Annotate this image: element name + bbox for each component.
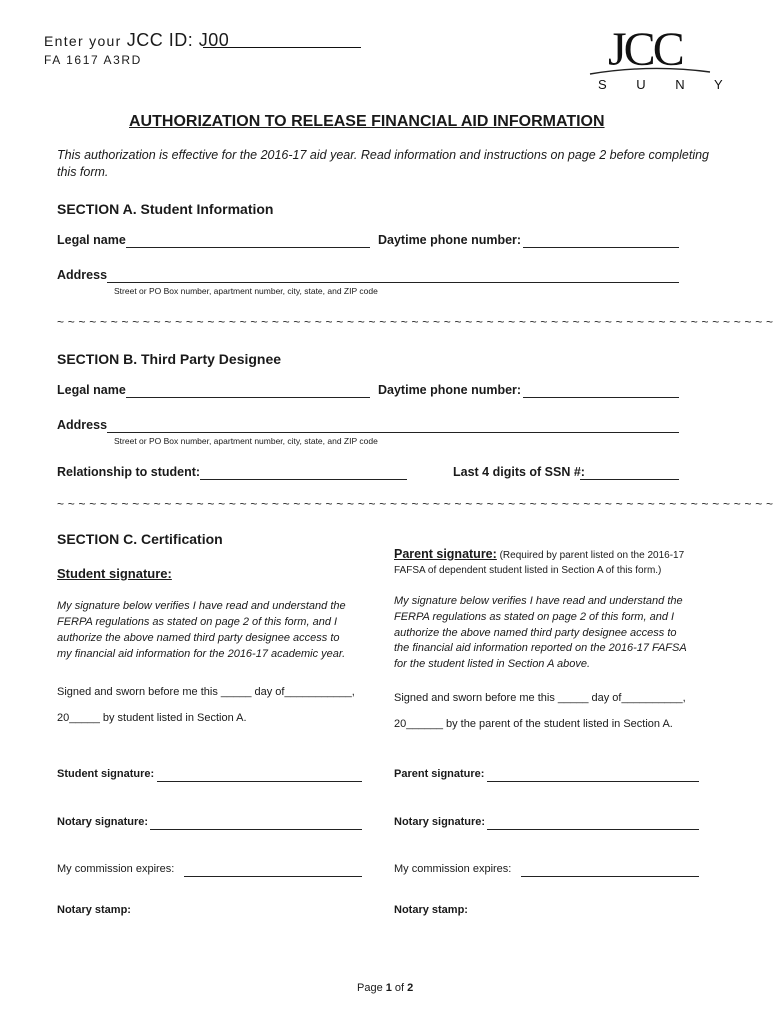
section-a-phone-field[interactable]: [523, 233, 679, 248]
ssn-field[interactable]: [580, 465, 679, 480]
parent-sworn-1: Signed and sworn before me this _____ day of__________,: [394, 692, 686, 704]
parent-sig-heading: Parent signature:: [394, 547, 497, 561]
parent-notary-sig-field[interactable]: [487, 816, 699, 830]
student-commission-field[interactable]: [184, 863, 362, 877]
parent-sig-note-1: (Required by parent listed on the 2016-17: [496, 550, 685, 561]
parent-notary-sig-label: Notary signature:: [394, 816, 486, 828]
parent-sig-label: Parent signature:: [394, 768, 485, 780]
section-b-legal-name-label: Legal name: [57, 383, 126, 397]
parent-para-5: for the student listed in Section A above.: [394, 658, 591, 670]
parent-commission-field[interactable]: [521, 863, 699, 877]
parent-para-3: authorize the above named third party designee access to: [394, 627, 677, 639]
section-a-address-hint: Street or PO Box number, apartment number, city, state, and ZIP code: [114, 286, 378, 296]
section-a-address-field[interactable]: [107, 268, 679, 283]
student-para-2: FERPA regulations as stated on page 2 of this form, and I: [57, 616, 338, 628]
student-para-4: my financial aid information for the 2016-17 academic year.: [57, 648, 346, 660]
page-number: Page 1 of 2: [357, 982, 414, 994]
student-sig-heading: Student signature:: [57, 566, 172, 581]
intro-line-1: This authorization is effective for the 2016-17 aid year. Read information and instructions on page 2 before completing: [57, 148, 710, 162]
logo-text: JCC: [608, 23, 682, 76]
section-a-legal-name-label: Legal name: [57, 233, 126, 247]
jcc-logo: [588, 22, 736, 94]
student-para-1: My signature below verifies I have read and understand the: [57, 600, 346, 612]
parent-sig-field[interactable]: [487, 768, 699, 782]
section-a-legal-name-field[interactable]: [126, 233, 370, 248]
ssn-label: Last 4 digits of SSN #:: [453, 465, 585, 479]
logo-suny: S U N Y: [598, 77, 736, 92]
student-notary-stamp-label: Notary stamp:: [57, 904, 131, 916]
student-sworn-2: 20_____ by student listed in Section A.: [57, 712, 247, 724]
student-sig-label: Student signature:: [57, 768, 155, 780]
form-code: FA 1617 A3RD: [44, 53, 142, 67]
section-b-heading: SECTION B. Third Party Designee: [57, 351, 282, 367]
parent-commission-label: My commission expires:: [394, 863, 512, 875]
section-a-phone-label: Daytime phone number:: [378, 233, 522, 247]
parent-para-2: FERPA regulations as stated on page 2 of this form, and I: [394, 611, 675, 623]
student-sworn-1: Signed and sworn before me this _____ day of___________,: [57, 686, 355, 698]
relationship-field[interactable]: [200, 465, 407, 480]
intro-line-2: this form.: [57, 165, 109, 179]
divider-2: ~ ~ ~ ~ ~ ~ ~ ~ ~ ~ ~ ~ ~ ~ ~ ~ ~ ~ ~ ~ ~ ~ ~ ~ ~ ~ ~ ~ ~ ~ ~ ~ ~ ~ ~ ~ ~ ~ ~ ~ ~ ~ ~ ~ ~ ~ ~ ~ ~ ~ ~ ~ ~ ~ ~ ~ ~ ~ ~ ~ ~ ~ ~ ~ ~ ~ ~: [57, 497, 773, 511]
section-b-address-label: Address: [57, 418, 108, 432]
parent-sig-heading-block: [394, 547, 684, 561]
parent-para-4: the financial aid information reported on the 2016-17 FAFSA: [394, 642, 687, 654]
section-b-address-field[interactable]: [107, 418, 679, 433]
jcc-id-label: Enter your JCC ID: J00: [44, 30, 230, 50]
parent-notary-stamp-label: Notary stamp:: [394, 904, 468, 916]
student-para-3: authorize the above named third party designee access to: [57, 632, 340, 644]
parent-para-1: My signature below verifies I have read and understand the: [394, 595, 683, 607]
divider-1: ~ ~ ~ ~ ~ ~ ~ ~ ~ ~ ~ ~ ~ ~ ~ ~ ~ ~ ~ ~ ~ ~ ~ ~ ~ ~ ~ ~ ~ ~ ~ ~ ~ ~ ~ ~ ~ ~ ~ ~ ~ ~ ~ ~ ~ ~ ~ ~ ~ ~ ~ ~ ~ ~ ~ ~ ~ ~ ~ ~ ~ ~ ~ ~ ~ ~ ~: [57, 315, 773, 329]
student-notary-sig-label: Notary signature:: [57, 816, 149, 828]
section-b-phone-label: Daytime phone number:: [378, 383, 522, 397]
student-notary-sig-field[interactable]: [150, 816, 362, 830]
jcc-id-field[interactable]: [203, 33, 361, 48]
section-b-address-hint: Street or PO Box number, apartment number, city, state, and ZIP code: [114, 436, 378, 446]
student-commission-label: My commission expires:: [57, 863, 175, 875]
section-a-address-label: Address: [57, 268, 108, 282]
section-a-heading: SECTION A. Student Information: [57, 201, 274, 217]
page-title: AUTHORIZATION TO RELEASE FINANCIAL AID INFORMATION: [129, 113, 605, 130]
parent-sig-note-2: FAFSA of dependent student listed in Section A of this form.): [394, 565, 662, 576]
student-sig-field[interactable]: [157, 768, 362, 782]
section-c-heading: SECTION C. Certification: [57, 531, 223, 547]
parent-sworn-2: 20______ by the parent of the student listed in Section A.: [394, 718, 673, 730]
relationship-label: Relationship to student:: [57, 465, 201, 479]
section-b-legal-name-field[interactable]: [126, 383, 370, 398]
section-b-phone-field[interactable]: [523, 383, 679, 398]
